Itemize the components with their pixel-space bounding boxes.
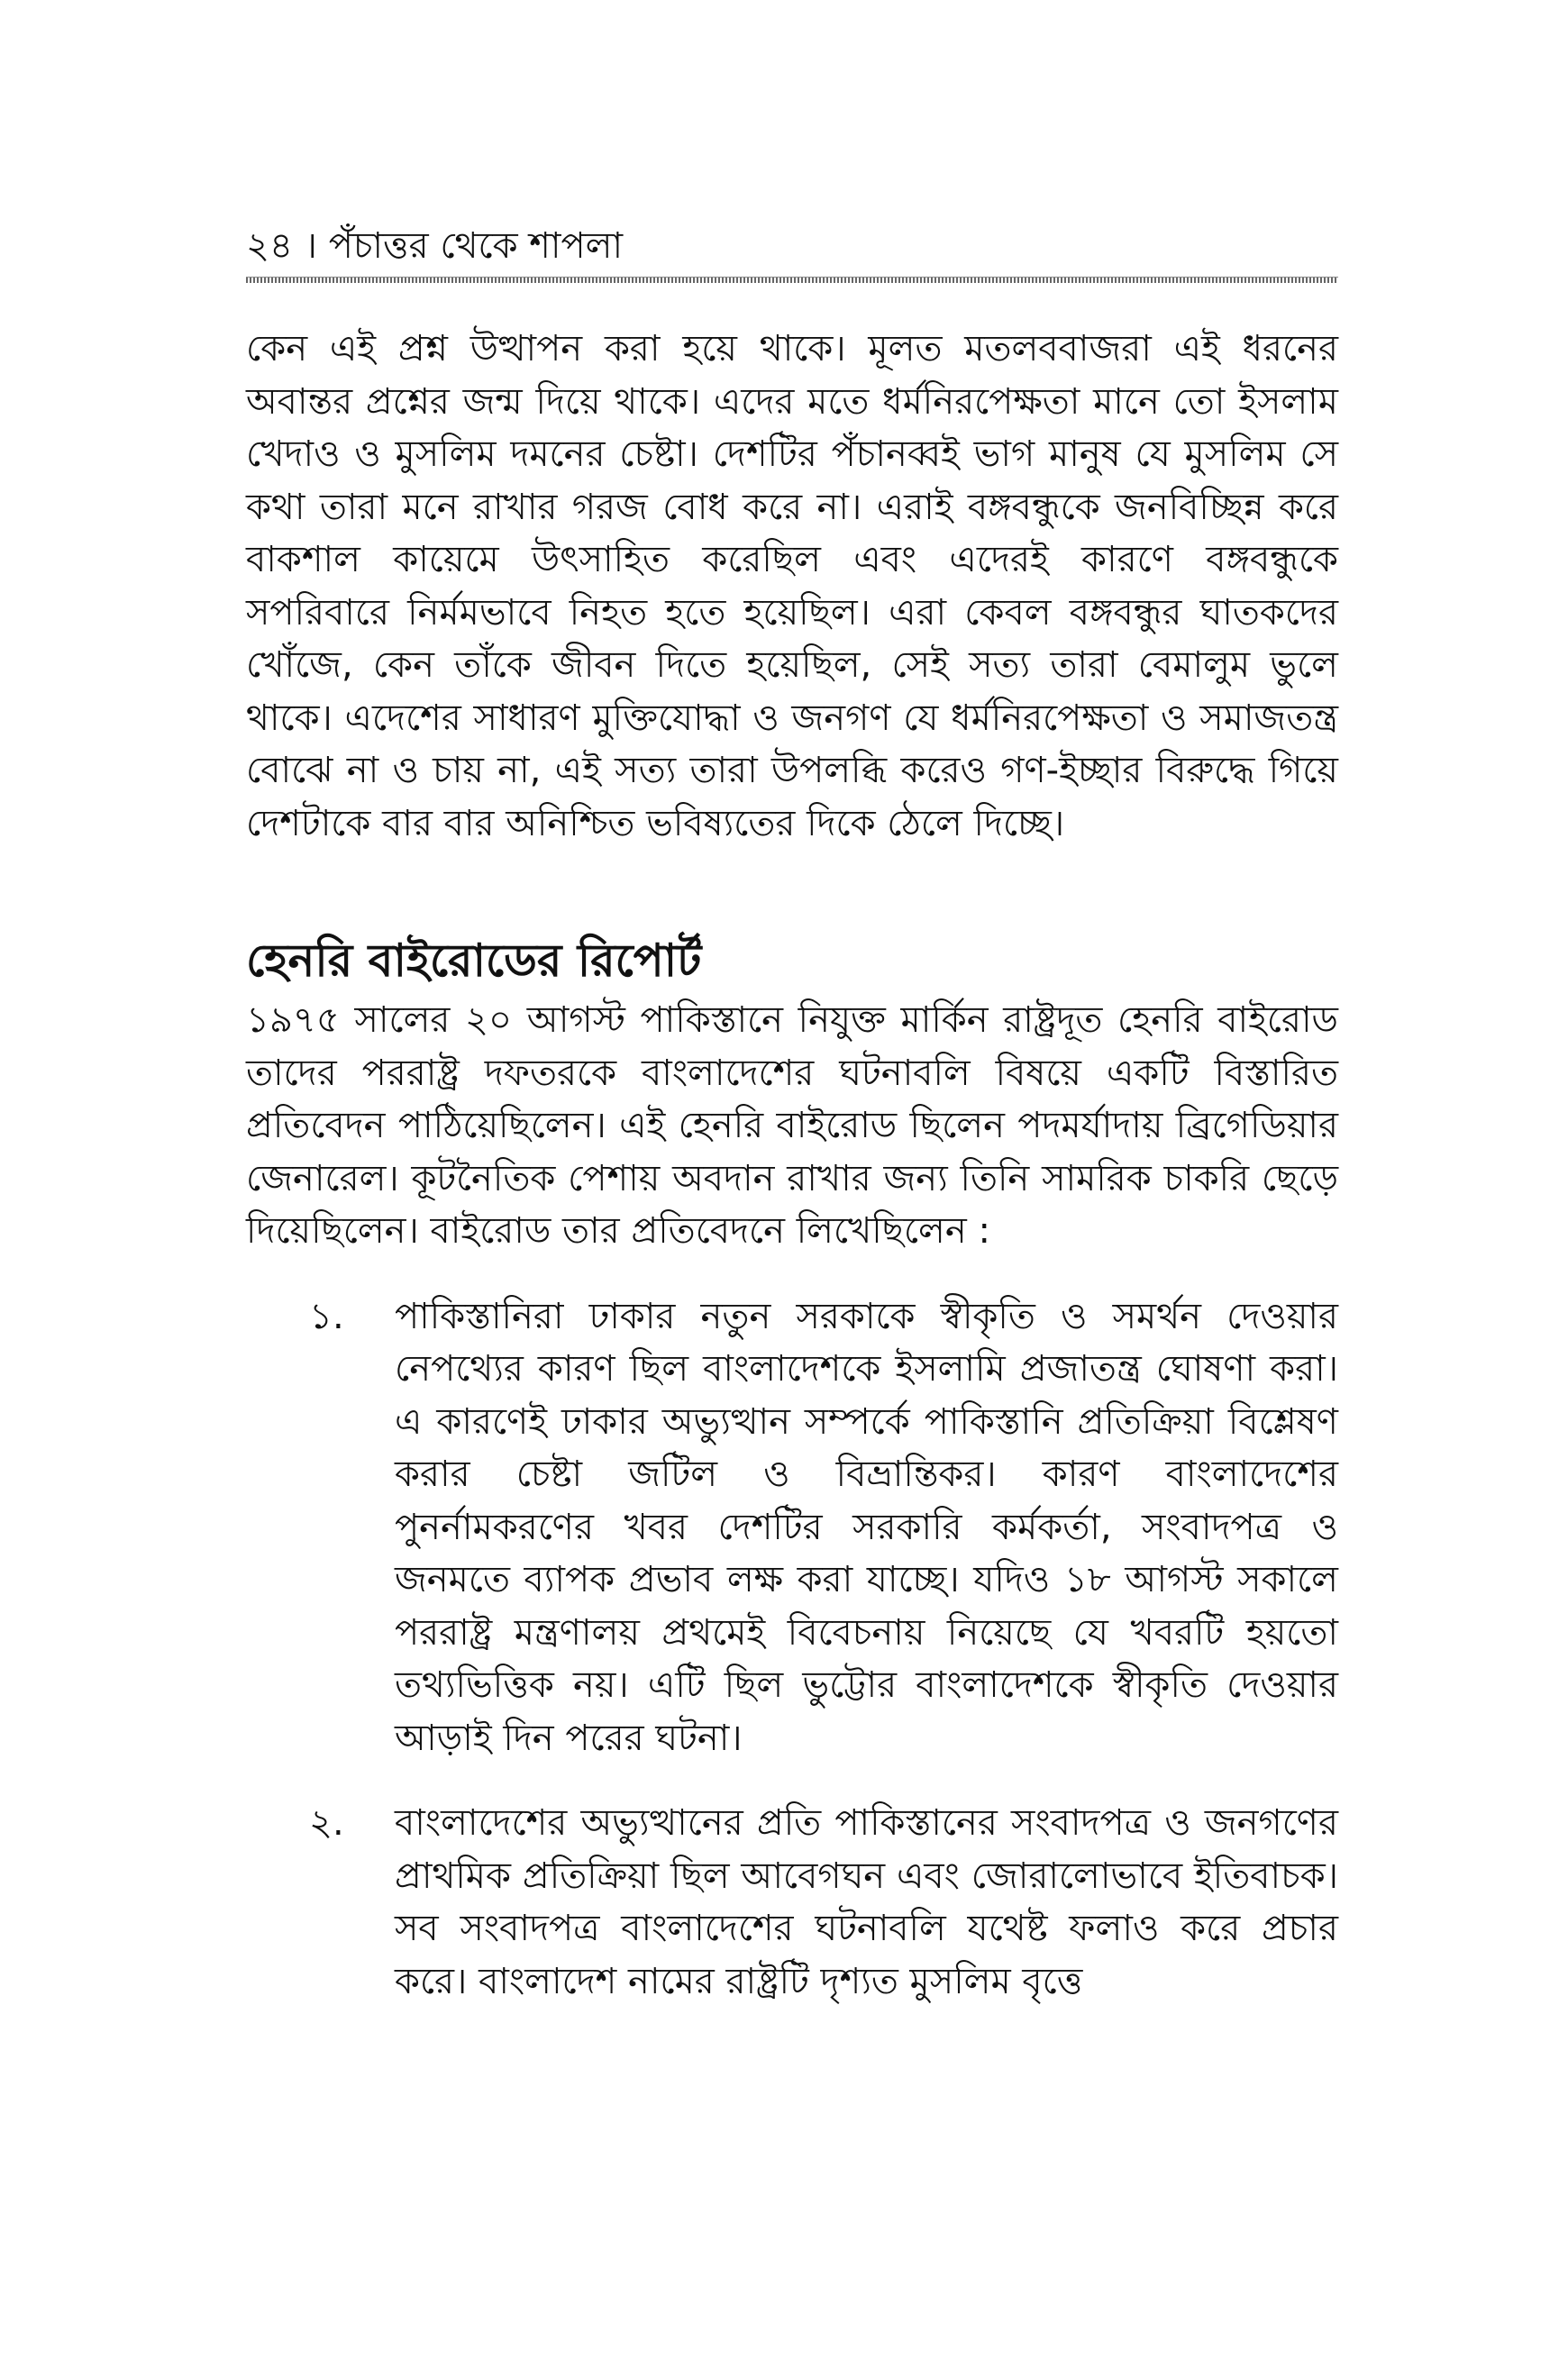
running-head: ২৪ । পঁচাত্তর থেকে শাপলা	[246, 225, 624, 267]
body-paragraph-1: কেন এই প্রশ্ন উত্থাপন করা হয়ে থাকে। মূলত মতলববাজরা এই ধরনের অবান্তর প্রশ্নের জন্ম দিয়ে থাকে। এদের মতে ধর্মনিরপেক্ষতা মানে তো ইসলাম খেদাও ও মুসলিম দমনের চেষ্টা। দেশটির পঁচানব্বই ভাগ মানুষ যে মুসলিম সে কথা তারা মনে রাখার গরজ বোধ করে না। এরাই বঙ্গবন্ধুকে জনবিচ্ছিন্ন করে বাকশাল কায়েমে উৎসাহিত করেছিল এবং এদেরই কারণে বঙ্গবন্ধুকে সপরিবারে নির্মমভাবে নিহত হতে হয়েছিল। এরা কেবল বঙ্গবন্ধুর ঘাতকদের খোঁজে, কেন তাঁকে জীবন দিতে হয়েছিল, সেই সত্য তারা বেমালুম ভুলে থাকে। এদেশের সাধারণ মুক্তিযোদ্ধা ও জনগণ যে ধর্মনিরপেক্ষতা ও সমাজতন্ত্র বোঝে না ও চায় না, এই সত্য তারা উপলব্ধি করেও গণ-ইচ্ছার বিরুদ্ধে গিয়ে দেশটাকে বার বার অনিশ্চিত ভবিষ্যতের দিকে ঠেলে দিচ্ছে।	[246, 328, 1338, 844]
numbered-list	[246, 1290, 1338, 2009]
list-item-text: বাংলাদেশের অভ্যুত্থানের প্রতি পাকিস্তানের সংবাদপত্র ও জনগণের প্রাথমিক প্রতিক্রিয়া ছিল আবেগঘন এবং জোরালোভাবে ইতিবাচক। সব সংবাদপত্র বাংলাদেশের ঘটনাবলি যথেষ্ট ফলাও করে প্রচার করে। বাংলাদেশ নামের রাষ্ট্রটি দৃশ্যত মুসলিম বৃত্তে	[395, 1802, 1338, 2002]
body-paragraph-2: ১৯৭৫ সালের ২০ আগস্ট পাকিস্তানে নিযুক্ত মার্কিন রাষ্ট্রদূত হেনরি বাইরোড তাদের পররাষ্ট্র দফতরকে বাংলাদেশের ঘটনাবলি বিষয়ে একটি বিস্তারিত প্রতিবেদন পাঠিয়েছিলেন। এই হেনরি বাইরোড ছিলেন পদমর্যাদায় ব্রিগেডিয়ার জেনারেল। কূটনৈতিক পেশায় অবদান রাখার জন্য তিনি সামরিক চাকরি ছেড়ে দিয়েছিলেন। বাইরোড তার প্রতিবেদনে লিখেছিলেন :	[246, 999, 1338, 1252]
book-page	[246, 221, 1338, 2040]
header-divider	[246, 277, 1338, 283]
section-heading: হেনরি বাইরোডের রিপোর্ট	[246, 934, 702, 987]
list-item	[246, 1797, 1338, 2008]
list-item	[246, 1290, 1338, 1765]
list-item-text: পাকিস্তানিরা ঢাকার নতুন সরকাকে স্বীকৃতি ও সমর্থন দেওয়ার নেপথ্যের কারণ ছিল বাংলাদেশকে ইসলামি প্রজাতন্ত্র ঘোষণা করা। এ কারণেই ঢাকার অভ্যুত্থান সম্পর্কে পাকিস্তানি প্রতিক্রিয়া বিশ্লেষণ করার চেষ্টা জটিল ও বিভ্রান্তিকর। কারণ বাংলাদেশের পুনর্নামকরণের খবর দেশটির সরকারি কর্মকর্তা, সংবাদপত্র ও জনমতে ব্যাপক প্রভাব লক্ষ করা যাচ্ছে। যদিও ১৮ আগস্ট সকালে পররাষ্ট্র মন্ত্রণালয় প্রথমেই বিবেচনায় নিয়েছে যে খবরটি হয়তো তথ্যভিত্তিক নয়। এটি ছিল ভুট্টোর বাংলাদেশকে স্বীকৃতি দেওয়ার আড়াই দিন পরের ঘটনা।	[395, 1295, 1338, 1759]
list-item-number: ২.	[309, 1802, 344, 1844]
list-item-number: ১.	[309, 1295, 344, 1337]
